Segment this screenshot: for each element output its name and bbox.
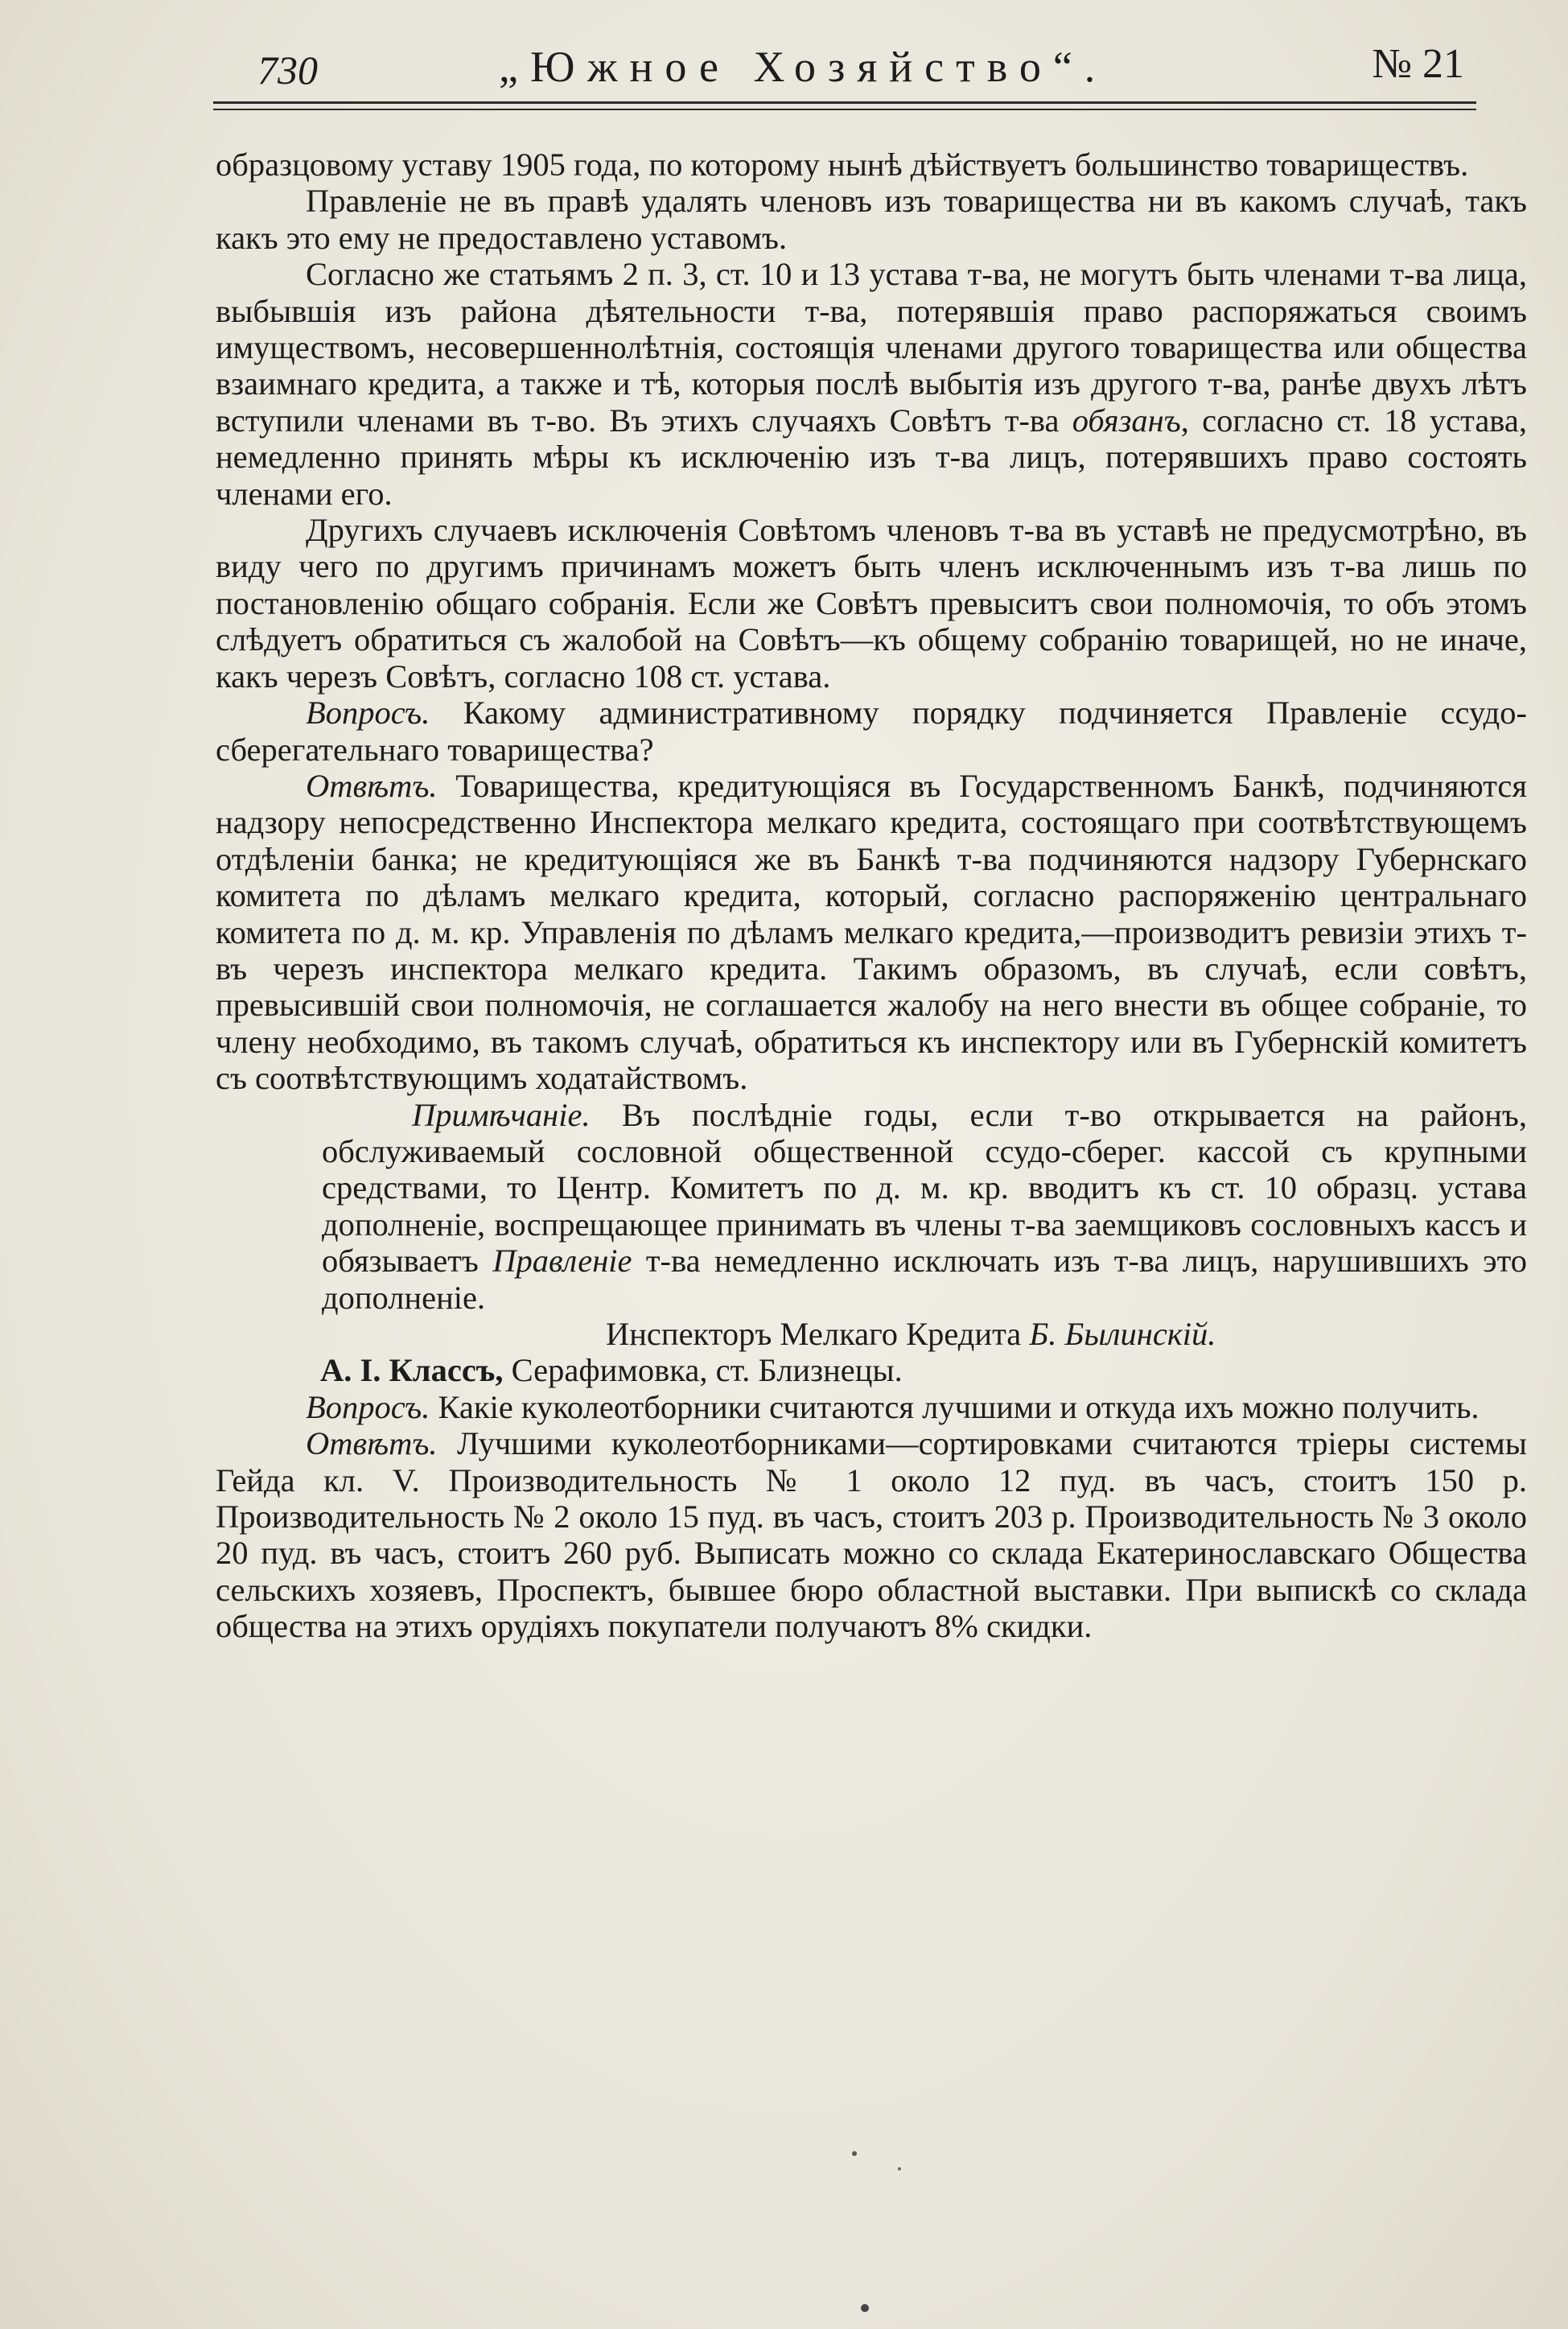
answer-text: Лучшими куколеотборниками—сортировками считаются тріеры системы Гейда кл. V. Производительность № 1 около 12 пуд. въ часъ, стоитъ 150 р. Производительность № 2 около 15 пуд. въ часъ, стоитъ 203 р. Производительность № 3 около 20 пуд. въ часъ, стоитъ 260 руб. Выписать можно со склада Екатеринославскаго Общества сельскихъ хозяевъ, Проспектъ, бывшее бюро областной выставки. При выпискѣ со склада общества на этихъ орудіяхъ покупатели получаютъ 8% скидки. bbox=[216, 1425, 1527, 1645]
question-text: Какіе куколеотборники считаются лучшими и откуда ихъ можно получить. bbox=[430, 1388, 1480, 1425]
question-2 bbox=[216, 1389, 1527, 1425]
paper-speck bbox=[852, 2151, 857, 2156]
emphasis-board: Правленіе bbox=[492, 1243, 632, 1280]
question-1 bbox=[216, 695, 1527, 768]
note-block bbox=[216, 1097, 1527, 1316]
header-rule-bottom bbox=[213, 109, 1476, 110]
article-body bbox=[216, 146, 1527, 1645]
correspondent-line bbox=[216, 1352, 1527, 1388]
paragraph-text: Согласно же статьямъ 2 п. 3, ст. 10 и 13 устава т-ва, не могутъ быть членами т-ва лица, выбывшія изъ района дѣятельности т-ва, потерявшія право распоряжаться своимъ имуществомъ, несовершеннолѣтнія, состоящія членами другого товарищества или общества взаимнаго кредита, а также и тѣ, которыя послѣ выбытія изъ другого т-ва, ранѣе двухъ лѣтъ вступили членами въ т-во. Въ этихъ случаяхъ Совѣтъ т-ва bbox=[216, 256, 1527, 439]
paragraph-board-rights bbox=[216, 183, 1527, 256]
question-label: Вопросъ. bbox=[306, 695, 430, 732]
correspondent-name: А. І. Классъ, bbox=[320, 1352, 504, 1389]
paper-speck bbox=[861, 2304, 869, 2312]
answer-text: Товарищества, кредитующіяся въ Государственномъ Банкѣ, подчиняются надзору непосредственно Инспектора мелкаго кредита, состоящаго при соотвѣтствующемъ отдѣленіи банка; не кредитующіяся же въ Банкѣ т-ва подчиняются надзору Губернскаго комитета по дѣламъ мелкаго кредита, который, согласно распоряженію центральнаго комитета по д. м. кр. Управленія по дѣламъ мелкаго кредита,—производитъ ревизіи этихъ т-въ черезъ инспектора мелкаго кредита. Такимъ образомъ, въ случаѣ, если совѣтъ, превысившій свои полномочія, не соглашается жалобу на него внести въ общее собраніе, то члену необходимо, въ такомъ случаѣ, обратиться къ инспектору или въ Губернскій комитетъ съ соотвѣтствующимъ ходатайствомъ. bbox=[216, 767, 1527, 1097]
paragraph-continuation bbox=[216, 146, 1527, 183]
correspondent-place: Серафимовка, ст. Близнецы. bbox=[503, 1352, 903, 1389]
paragraph-text: образцовому уставу 1905 года, по которому нынѣ дѣйствуетъ большинство товариществъ. bbox=[216, 146, 1469, 183]
header-rule-top bbox=[213, 101, 1476, 104]
note-text: Въ послѣдніе годы, если т-во открывается на районъ, обслуживаемый сословной общественной ссудо-сберег. кассой съ крупными средствами, то Центр. Комитетъ по д. м. кр. вводитъ къ ст. 10 образц. устава дополненіе, воспрещающее принимать въ члены т-ва заемщиковъ сословныхъ кассъ и обязываетъ bbox=[322, 1096, 1527, 1280]
paragraph-statute-articles bbox=[216, 256, 1527, 512]
paragraph-text: Другихъ случаевъ исключенія Совѣтомъ членовъ т-ва въ уставѣ не предусмотрѣно, въ виду чего по другимъ причинамъ можетъ быть членъ исключеннымъ изъ т-ва лишь по постановленію общаго собранія. Если же Совѣтъ превыситъ свои полномочія, то объ этомъ слѣдуетъ обратиться съ жалобой на Совѣтъ—къ общему собранію товарищей, но не иначе, какъ черезъ Совѣтъ, согласно 108 ст. устава. bbox=[216, 512, 1527, 695]
answer-2 bbox=[216, 1425, 1527, 1644]
question-text: Какому административному порядку подчиняется Правленіе ссудо-сберегательнаго товарищества? bbox=[216, 695, 1527, 768]
question-label: Вопросъ. bbox=[306, 1388, 430, 1425]
signature-name: Б. Былинскій. bbox=[1029, 1316, 1216, 1352]
signature-line bbox=[216, 1316, 1527, 1352]
paragraph-text: Правленіе не въ правѣ удалять членовъ изъ товарищества ни въ какомъ случаѣ, такъ какъ это ему не предоставлено уставомъ. bbox=[216, 183, 1527, 256]
running-header bbox=[213, 31, 1472, 111]
page-number: 730 bbox=[257, 47, 318, 93]
answer-label: Отвѣтъ. bbox=[306, 767, 438, 804]
paragraph-other-exclusions bbox=[216, 512, 1527, 695]
emphasis-obliged: обязанъ bbox=[1072, 402, 1181, 439]
signature-role: Инспекторъ Мелкаго Кредита bbox=[606, 1316, 1030, 1352]
note-label: Примѣчаніе. bbox=[412, 1096, 591, 1133]
answer-label: Отвѣтъ. bbox=[306, 1425, 438, 1462]
issue-number: № 21 bbox=[1372, 41, 1464, 87]
note-text: т-ва немедленно исключать изъ т-ва лицъ, нарушившихъ это дополненіе. bbox=[322, 1243, 1528, 1316]
paragraph-text: , согласно ст. 18 устава, немедленно принять мѣры къ исключенію изъ т-ва лицъ, потерявшихъ право состоять членами его. bbox=[216, 402, 1527, 512]
paper-speck bbox=[898, 2167, 901, 2170]
answer-1 bbox=[216, 768, 1527, 1097]
journal-title: „Южное Хозяйство“. bbox=[499, 43, 1108, 91]
